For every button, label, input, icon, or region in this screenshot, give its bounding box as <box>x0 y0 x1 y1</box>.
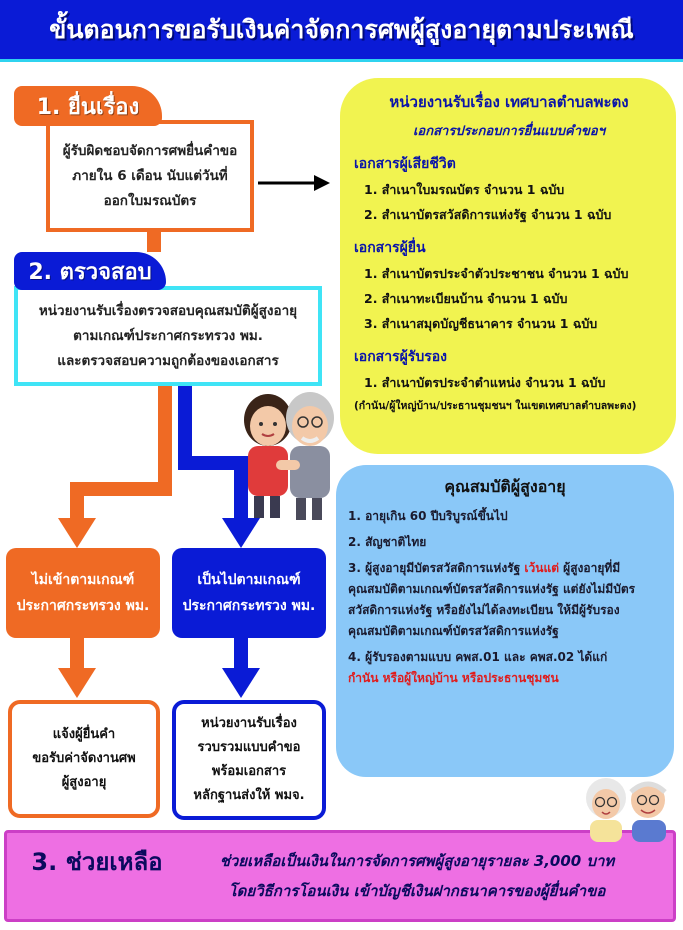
doc-item: 3. สำเนาสมุดบัญชีธนาคาร จำนวน 1 ฉบับ <box>364 316 598 331</box>
outcome-line: ไม่เข้าตามเกณฑ์ <box>31 572 135 588</box>
qual-text: 3. ผู้สูงอายุมีบัตรสวัสดิการแห่งรัฐ <box>348 561 525 575</box>
step3-tab: 3. ช่วยเหลือ <box>31 847 163 876</box>
page-title: ขั้นตอนการขอรับเงินค่าจัดการศพผู้สูงอายุตามประเพณี <box>49 14 634 44</box>
documents-subtitle: เอกสารประกอบการยื่นแบบคำขอฯ <box>412 124 606 139</box>
outcome-line: ประกาศกระทรวง พม. <box>182 598 316 614</box>
doc-item: 1. สำเนาบัตรประจำตัวประชาชน จำนวน 1 ฉบับ <box>364 266 629 281</box>
qual-highlight: กำนัน หรือผู้ใหญ่บ้าน หรือประธานชุมชน <box>348 671 559 685</box>
step1-description-box <box>46 120 254 232</box>
doc-item: 1. สำเนาใบมรณบัตร จำนวน 1 ฉบับ <box>364 182 565 197</box>
outcome-line: รวบรวมแบบคำขอ <box>197 740 301 755</box>
qual-item <box>348 558 662 642</box>
meet-down-arrow <box>222 638 260 698</box>
notify-applicant-box <box>8 700 160 818</box>
applicant-docs-heading: เอกสารผู้ยื่น <box>354 240 426 256</box>
not-meet-criteria-box <box>6 548 160 638</box>
step3-line: ช่วยเหลือเป็นเงินในการจัดการศพผู้สูงอายุรายละ 3,000 บาท <box>219 852 615 870</box>
certifier-docs-heading: เอกสารผู้รับรอง <box>354 349 447 365</box>
qual-item <box>348 647 662 689</box>
step2-line: และตรวจสอบความถูกต้องของเอกสาร <box>57 352 279 369</box>
collect-documents-box <box>172 700 326 820</box>
meet-criteria-box <box>172 548 326 638</box>
qualifications-panel <box>336 465 674 777</box>
qual-item: 1. อายุเกิน 60 ปีบริบูรณ์ขึ้นไป <box>348 509 508 523</box>
outcome-line: ผู้สูงอายุ <box>61 775 107 790</box>
qual-text: ผู้สูงอายุที่มีคุณสมบัติตามเกณฑ์บัตรสวัสดิการแห่งรัฐ แต่ยังไม่มีบัตรสวัสดิการแห่งรัฐ หรือยังไม่ได้ลงทะเบียน ให้มีผู้รับรองคุณสมบัติตามเกณฑ์บัตรสวัสดิการแห่งรัฐ <box>348 561 636 638</box>
doc-item: 2. สำเนาบัตรสวัสดิการแห่งรัฐ จำนวน 1 ฉบับ <box>364 207 612 222</box>
step1-line: ผู้รับผิดชอบจัดการศพยื่นคำขอ <box>62 142 238 159</box>
outcome-line: เป็นไปตามเกณฑ์ <box>197 572 301 588</box>
step3-description <box>172 846 662 906</box>
step3-line: โดยวิธีการโอนเงิน เข้าบัญชีเงินฝากธนาคารของผู้ยื่นคำขอ <box>228 882 606 900</box>
step2-line: ตามเกณฑ์ประกาศกระทรวง พม. <box>73 327 263 344</box>
step2-line: หน่วยงานรับเรื่องตรวจสอบคุณสมบัติผู้สูงอายุ <box>38 302 298 319</box>
outcome-line: หลักฐานส่งให้ พมจ. <box>193 788 305 803</box>
step1-connector <box>147 232 161 252</box>
step1-tab: 1. ยื่นเรื่อง <box>14 86 162 126</box>
qual-text: 4. ผู้รับรองตามแบบ คพส.01 และ คพส.02 ได้แก่ <box>348 650 608 664</box>
step2-tab: 2. ตรวจสอบ <box>14 252 166 290</box>
deceased-docs-heading: เอกสารผู้เสียชีวิต <box>354 156 456 172</box>
elderly-couple-hug-illustration <box>232 378 344 528</box>
qual-item: 2. สัญชาติไทย <box>348 535 427 549</box>
step2-description-box <box>14 286 322 386</box>
qualifications-title: คุณสมบัติผู้สูงอายุ <box>444 477 566 496</box>
elderly-couple-illustration <box>578 770 678 842</box>
doc-item: 2. สำเนาทะเบียนบ้าน จำนวน 1 ฉบับ <box>364 291 568 306</box>
outcome-line: พร้อมเอกสาร <box>211 764 287 779</box>
step1-line: ภายใน 6 เดือน นับแต่วันที่ <box>72 167 228 184</box>
outcome-line: แจ้งผู้ยื่นคำ <box>52 727 116 742</box>
orange-branch-arrow <box>58 386 172 548</box>
outcome-line: หน่วยงานรับเรื่อง <box>201 716 297 731</box>
doc-item: 1. สำเนาบัตรประจำตำแหน่ง จำนวน 1 ฉบับ <box>364 375 606 390</box>
step1-line: ออกใบมรณบัตร <box>103 192 197 209</box>
certifier-note: (กำนัน/ผู้ใหญ่บ้าน/ประธานชุมชนฯ ในเขตเทศบาลตำบลพะตง) <box>354 400 637 412</box>
right-arrow-icon <box>258 175 330 191</box>
outcome-line: ขอรับค่าจัดงานศพ <box>32 751 136 766</box>
not-meet-down-arrow <box>58 638 96 698</box>
documents-panel <box>340 78 676 454</box>
outcome-line: ประกาศกระทรวง พม. <box>16 598 150 614</box>
qual-highlight: เว้นแต่ <box>524 561 559 575</box>
documents-title: หน่วยงานรับเรื่อง เทศบาลตำบลพะตง <box>389 93 629 111</box>
